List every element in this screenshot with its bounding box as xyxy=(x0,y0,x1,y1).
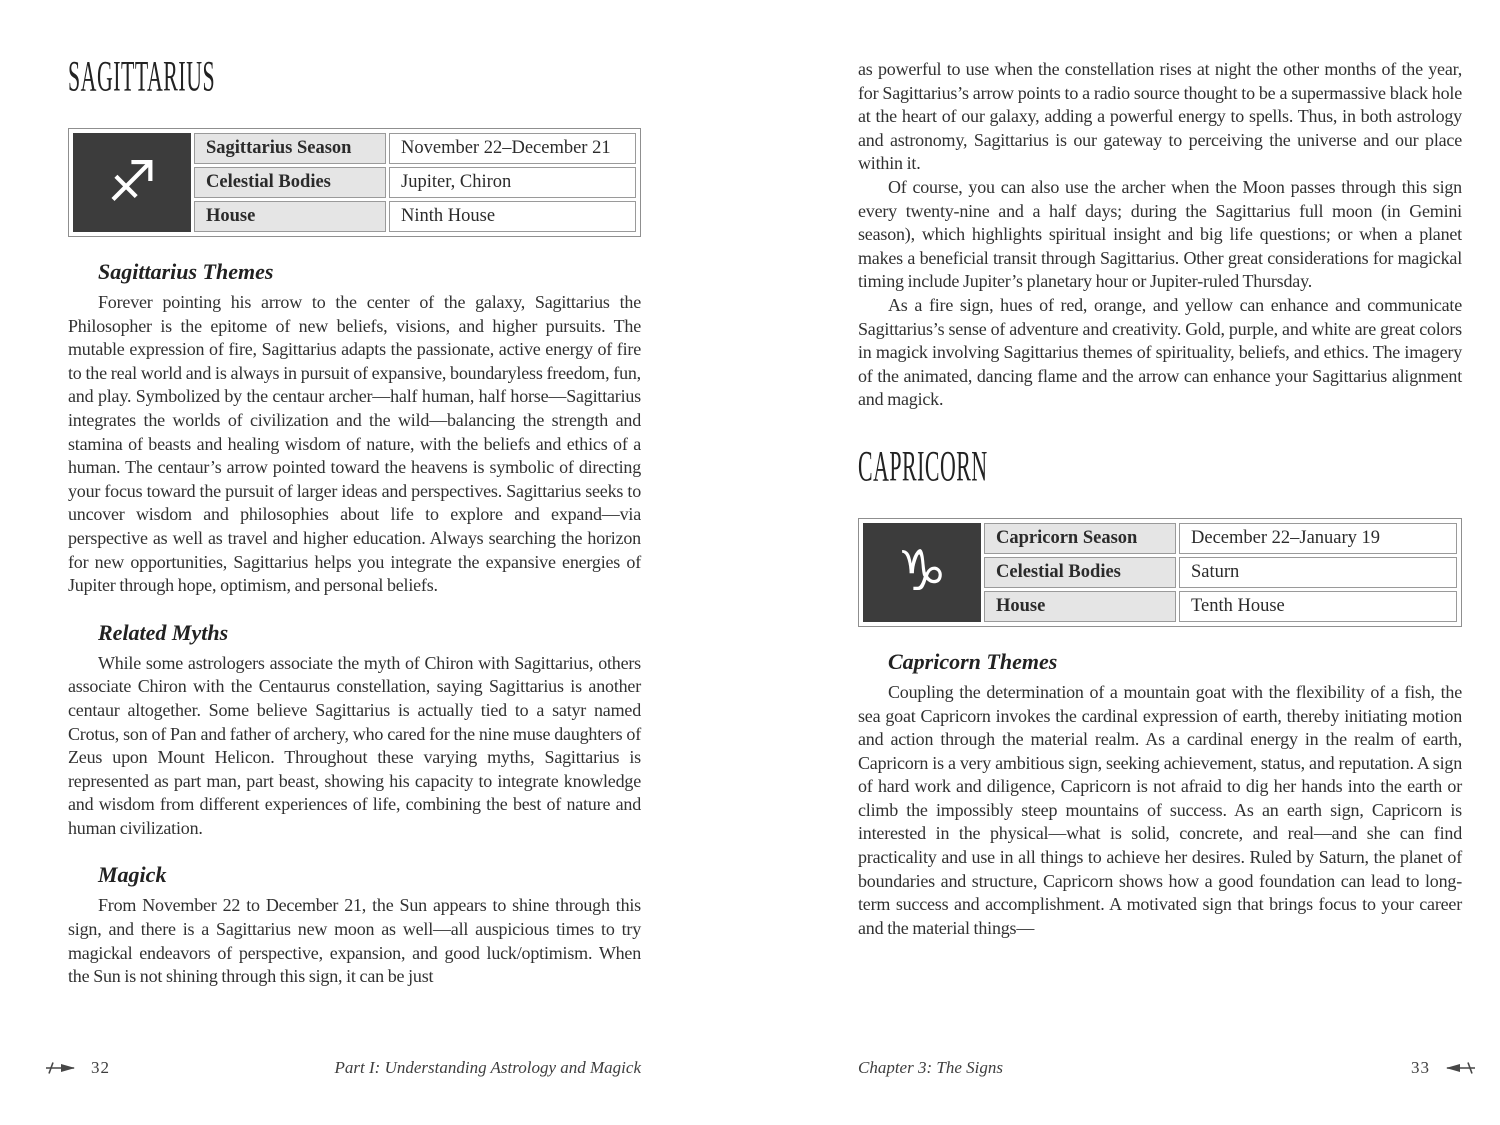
table-label-house: House xyxy=(984,591,1176,622)
table-value-celestial-bodies: Jupiter, Chiron xyxy=(389,167,636,198)
page-number-left: 32 xyxy=(91,1058,110,1077)
paragraph-sagittarius-themes: Forever pointing his arrow to the center of the galaxy, Sagittarius the Philosopher is the epitome of new beliefs, visions, and higher pursuits. The mutable expression of fire, Sagittarius adapts the passionate, active energy of fire to the real world and is always in pursuit of expansive, boundaryless freedom, fun, and play. Symbolized by the centaur archer—half human, half horse—Sagittarius integrates the worlds of civilization and the wild—balancing the strength and stamina of beasts and healing wisdom of nature, with the beliefs and ethics of a human. The centaur’s arrow pointed toward the heavens is symbolic of directing your focus toward the pursuit of larger ideas and perspectives. Sagittarius seeks to uncover wisdom and philosophies about life to explore and expand—via perspective as well as travel and higher education. Always searching the horizon for new opportunities, Sagittarius helps you integrate the expansive energies of Jupiter through hope, optimism, and personal beliefs. xyxy=(68,292,641,596)
paragraph-capricorn-themes: Coupling the determination of a mountain goat with the flexibility of a fish, the sea goat Capricorn invokes the cardinal expression of earth, thereby initiating motion and action through the material realm. As a cardinal energy in the realm of earth, Capricorn is a very ambitious sign, seeking achievement, status, and reputation. A sign of hard work and diligence, Capricorn is not afraid to dig her hands into the earth or climb the impossibly steep mountains of success. As an earth sign, Capricorn is interested in the physical—what is solid, concrete, and real—and she can find practicality and use in all things to achieve her desires. Ruled by Saturn, the planet of boundaries and structure, Capricorn shows how a good foundation can lead to long-term success and accomplishment. A motivated sign that brings focus to your career and the material things— xyxy=(858,681,1462,938)
table-label-house: House xyxy=(194,201,386,232)
page-left xyxy=(68,0,641,989)
table-value-season: December 22–January 19 xyxy=(1179,523,1457,554)
table-label-season: Capricorn Season xyxy=(984,523,1176,554)
table-value-house: Ninth House xyxy=(389,201,636,232)
running-title-chapter: Chapter 3: The Signs xyxy=(858,1058,1003,1077)
paragraph-moon-timing: Of course, you can also use the archer when the Moon passes through this sign every twenty-nine and a half days; during the Sagittarius full moon (in Gemini season), which highlights spiritual insight and big life questions; or when a planet makes a beneficial transit through Sagittarius. Other great considerations for magickal timing include Jupiter’s planetary hour or Jupiter-ruled Thursday. xyxy=(858,176,1462,292)
section-heading-related-myths: Related Myths xyxy=(98,619,229,645)
page-title-capricorn: CAPRICORN xyxy=(858,443,988,491)
table-value-season: November 22–December 21 xyxy=(389,133,636,164)
capricorn-glyph-icon xyxy=(863,523,981,622)
section-heading-capricorn-themes: Capricorn Themes xyxy=(888,648,1058,674)
table-value-house: Tenth House xyxy=(1179,591,1457,622)
running-title-part: Part I: Understanding Astrology and Magick xyxy=(334,1058,641,1077)
paragraph-related-myths: While some astrologers associate the myth of Chiron with Sagittarius, others associate Chiron with the Centaurus constellation, saying Sagittarius is another centaur altogether. Some believe Sagittarius is actually tied to a satyr named Crotus, son of Pan and father of archery, who cared for the nine muse daughters of Zeus upon Mount Helicon. Throughout these varying myths, Sagittarius is represented as part man, part beast, showing his capacity to integrate knowledge and wisdom from different experiences of life, combining the best of nature and human civilization. xyxy=(68,652,641,838)
table-label-celestial-bodies: Celestial Bodies xyxy=(194,167,386,198)
section-heading-sagittarius-themes: Sagittarius Themes xyxy=(98,259,274,284)
table-label-season: Sagittarius Season xyxy=(194,133,386,164)
table-label-celestial-bodies: Celestial Bodies xyxy=(984,557,1176,588)
footer-left xyxy=(45,1057,641,1079)
capricorn-info-table xyxy=(858,518,1462,627)
page-title-sagittarius: SAGITTARIUS xyxy=(68,53,216,102)
footer-arrow-left-icon xyxy=(1444,1061,1476,1075)
page-number-right: 33 xyxy=(1411,1058,1430,1077)
sagittarius-info-table xyxy=(68,128,641,237)
page-right xyxy=(858,0,1462,940)
paragraph-magick: From November 22 to December 21, the Sun appears to shine through this sign, and there is a Sagittarius new moon as well—all auspicious times to try magickal endeavors of perspective, expansion, and good luck/optimism. When the Sun is not shining through this sign, it can be just xyxy=(68,895,641,987)
footer-arrow-right-icon xyxy=(45,1061,77,1075)
table-value-celestial-bodies: Saturn xyxy=(1179,557,1457,588)
paragraph-magick-continued: as powerful to use when the constellation rises at night the other months of the year, for Sagittarius’s arrow points to a radio source thought to be a supermassive black hole at the heart of our galaxy, adding a powerful energy to spells. Thus, in both astrology and astronomy, Sagittarius is our gateway to perceiving the universe and our place within it. xyxy=(858,59,1462,174)
section-heading-magick: Magick xyxy=(98,862,167,888)
sagittarius-symbol: ♐ xyxy=(106,149,158,215)
sagittarius-glyph-icon xyxy=(73,133,191,232)
capricorn-symbol: ♑ xyxy=(896,539,948,605)
footer-right xyxy=(858,1057,1476,1079)
paragraph-fire-sign-colors: As a fire sign, hues of red, orange, and yellow can enhance and communicate Sagittarius’s sense of adventure and creativity. Gold, purple, and white are great colors in magick involving Sagittarius themes of spirituality, beliefs, and ethics. The imagery of the animated, dancing flame and the arrow can enhance your Sagittarius alignment and magick. xyxy=(858,294,1462,410)
